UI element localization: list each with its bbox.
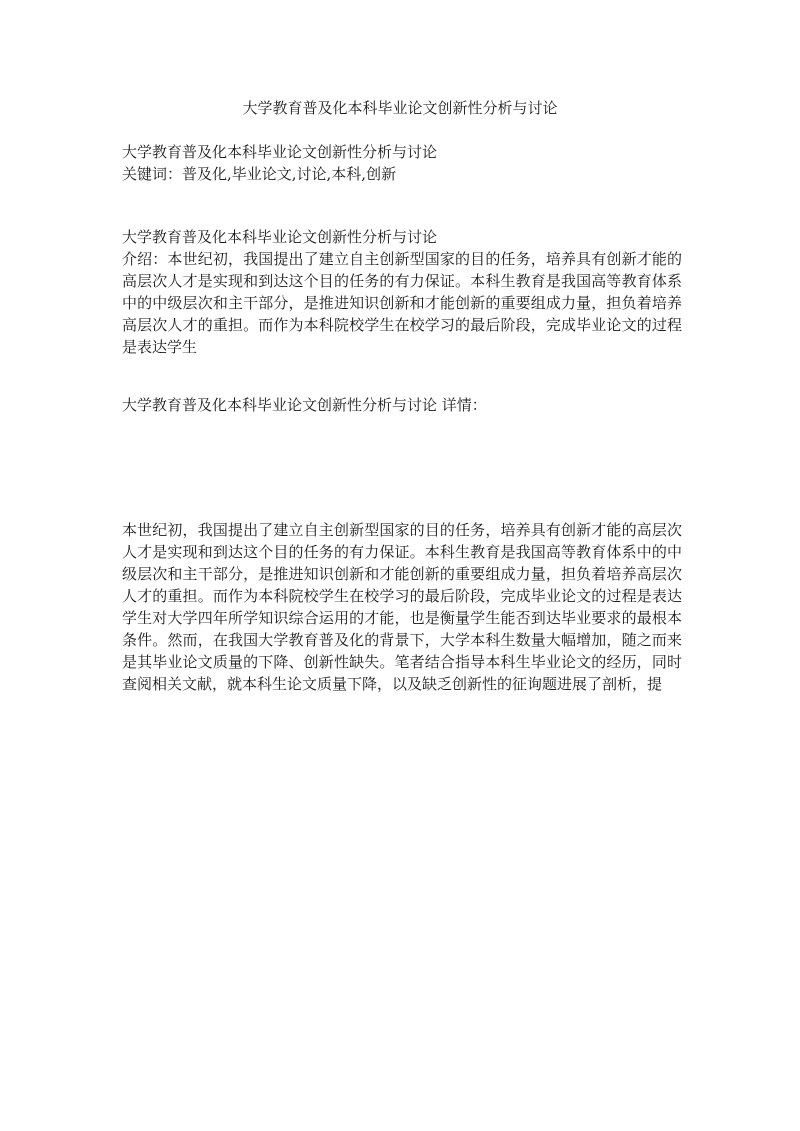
intro-section <box>122 226 682 358</box>
keywords-line: 关键词：普及化,毕业论文,讨论,本科,创新 <box>122 165 397 183</box>
details-section <box>122 394 682 416</box>
body-section <box>122 519 682 695</box>
section-title: 大学教育普及化本科毕业论文创新性分析与讨论 <box>122 143 438 161</box>
body-paragraph: 本世纪初，我国提出了建立自主创新型国家的目的任务，培养具有创新才能的高层次人才是实现和到达这个目的任务的有力保证。本科生教育是我国高等教育体系中的中级层次和主干部分，是推进知识创新和才能创新的重要组成力量，担负着培养高层次人才的重担。而作为本科院校学生在校学习的最后阶段，完成毕业论文的过程是表达学生对大学四年所学知识综合运用的才能，也是衡量学生能否到达毕业要求的最根本条件。然而，在我国大学教育普及化的背景下，大学本科生数量大幅增加，随之而来是其毕业论文质量的下降、创新性缺失。笔者结合指导本科生毕业论文的经历，同时查阅相关文献，就本科生论文质量下降，以及缺乏创新性的征询题进展了剖析，提 <box>122 521 682 693</box>
document-title: 大学教育普及化本科毕业论文创新性分析与讨论 <box>242 99 558 117</box>
details-heading: 大学教育普及化本科毕业论文创新性分析与讨论 详情： <box>122 396 487 414</box>
intro-paragraph: 介绍：本世纪初，我国提出了建立自主创新型国家的目的任务，培养具有创新才能的高层次人才是实现和到达这个目的任务的有力保证。本科生教育是我国高等教育体系中的中级层次和主干部分，是推进知识创新和才能创新的重要组成力量，担负着培养高层次人才的重担。而作为本科院校学生在校学习的最后阶段，完成毕业论文的过程是表达学生 <box>122 250 682 356</box>
intro-title: 大学教育普及化本科毕业论文创新性分析与讨论 <box>122 228 438 246</box>
header-section <box>122 141 682 185</box>
